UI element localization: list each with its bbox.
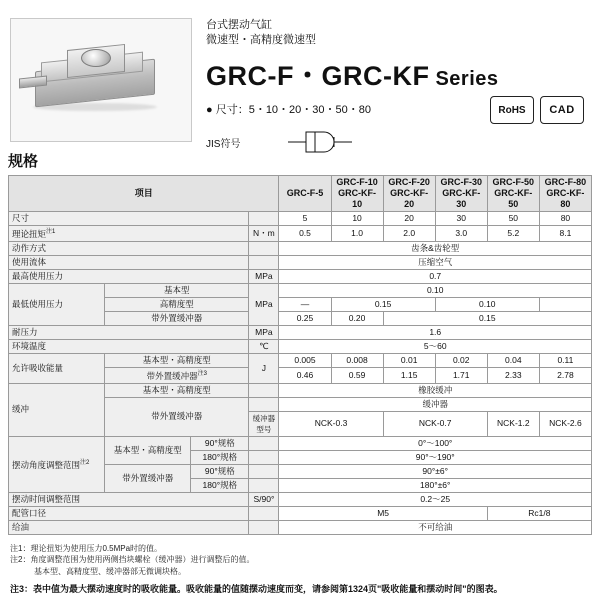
specification-table [8,175,592,535]
row-temperature: 环境温度 ℃ 5～60 [9,339,592,353]
page-title [206,54,590,93]
badge-group [490,96,584,124]
row-port-size: 配管口径 M5 Rc1/8 [9,506,592,520]
cad-badge: CAD [540,96,584,124]
col-head-3: GRC-F-20 GRC-KF-20 [383,176,435,212]
size-list: ● 尺寸：5・10・20・30・50・80 [206,104,371,116]
title-series: Series [435,68,499,90]
header-item: 项目 [9,176,279,212]
row-buffer-model: 缓冲器型号 NCK-0.3 NCK-0.7 NCK-1.2 NCK-2.6 [9,411,592,436]
row-min-pressure-high: 高精度型 — 0.15 0.10 [9,297,592,311]
product-photo [10,18,192,142]
spec-heading: 规格 [8,153,39,170]
footnote-2b: 基本型、高精度型、缓冲器部无微调块格。 [10,566,186,576]
row-max-pressure: 最高使用压力 MPa 0.7 [9,269,592,283]
subtitle-line2: 微速型・高精度微速型 [206,34,316,46]
jis-row [206,129,590,155]
title-main: GRC-F・GRC-KF [206,61,430,91]
col-head-2: GRC-F-10 GRC-KF-10 [331,176,383,212]
col-head-1: GRC-F-5 [279,176,331,212]
row-angle-basic-90: 摆动角度调整范围$^{注2}$ 基本型・高精度型 90°规格 0°～100° [9,436,592,450]
jis-symbol-icon [286,129,356,155]
row-action: 动作方式 齿条&齿轮型 [9,241,592,255]
header [0,0,600,150]
row-buffer-basic: 缓冲 基本型・高精度型 橡胶缓冲 [9,383,592,397]
footnote-2: 注2：角度调整范围为使用两侧挡块螺栓（缓冲器）进行调整后的值。 [10,555,255,565]
row-min-pressure-basic: 最低使用压力 基本型 MPa 0.10 [9,283,592,297]
col-head-4: GRC-F-30 GRC-KF-30 [435,176,487,212]
row-angle-shock-180: 180°规格 180°±6° [9,478,592,492]
row-withstand: 耐压力 MPa 1.6 [9,325,592,339]
row-absorb-shock: 带外置缓冲器$^{注3}$ 0.46 0.59 1.15 1.71 2.33 2.78 [9,367,592,383]
row-buffer-shock: 带外置缓冲器 缓冲器 [9,397,592,411]
rohs-badge: RoHS [490,96,534,124]
footnote-1: 注1：理论扭矩为使用压力0.5MPa时的值。 [10,543,163,553]
row-angle-shock-90: 带外置缓冲器 90°规格 90°±6° [9,464,592,478]
footnotes [10,543,590,578]
row-lubrication: 给油 不可给油 [9,520,592,534]
col-head-6: GRC-F-80 GRC-KF-80 [539,176,591,212]
row-absorb-basic: 允许吸收能量 基本型・高精度型 J 0.005 0.008 0.01 0.02 0.04 0.11 [9,353,592,367]
header-text [192,18,590,150]
table-header-row [9,176,592,212]
row-size: 尺寸 5 10 20 30 50 80 [9,212,592,226]
footnote-3: 注3：表中值为最大摆动速度时的吸收能量。吸收能量的值随摆动速度而变，请参阅第1324页"吸收能量和摆动时间"的图表。 [10,584,503,595]
row-fluid: 使用流体 压缩空气 [9,255,592,269]
subtitle-line1: 台式摆动气缸 [206,19,272,31]
row-min-pressure-shock: 带外置缓冲器 0.25 0.20 0.15 [9,311,592,325]
row-torque: 理论扭矩$^{注1}$ N・m 0.5 1.0 2.0 3.0 5.2 8.1 [9,226,592,242]
row-time-adjust: 摆动时间调整范围 S/90° 0.2～25 [9,492,592,506]
jis-label: JIS符号 [206,138,241,150]
col-head-5: GRC-F-50 GRC-KF-50 [487,176,539,212]
row-angle-basic-180: 180°规格 90°～190° [9,450,592,464]
